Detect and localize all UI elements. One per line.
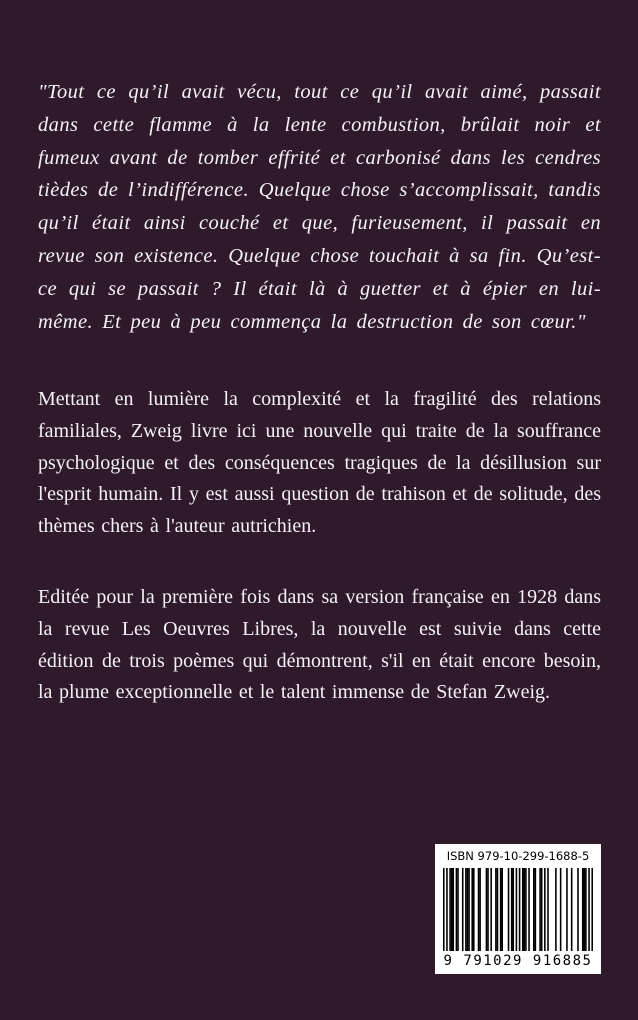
excerpt-quote: "Tout ce qu’il avait vécu, tout ce qu’il avait aimé, passait dans cette flamme à la lente combustion, brûlait noir et fumeux avant de tomber effrité et carbonisé dans les cendres tièdes de l’indifférence. Quelque chose s’accomplissait, tandis qu’il était ainsi couché et que, furieusement, il passait en revue son existence. Quelque chose touchait à sa fin. Qu’est-ce qui se passait ? Il était là à guetter et à épier en lui-même. Et peu à peu commença la destruction de son cœur." — [38, 81, 601, 333]
edition-paragraph: Editée pour la première fois dans sa version française en 1928 dans la revue Les Oeuvres Libres, la nouvelle est suivie dans cette édition de trois poèmes qui démontrent, s'il en était encore besoin, la plume exceptionnelle et le talent immense de Stefan Zweig. — [38, 586, 601, 704]
isbn-label: ISBN 979-10-299-1688-5 — [446, 849, 590, 863]
synopsis-paragraph: Mettant en lumière la complexité et la fragilité des relations familiales, Zweig livre ici une nouvelle qui traite de la souffrance psychologique et des conséquences tragiques de la désillusion sur l'esprit humain. Il y est aussi question de trahison et de solitude, des thèmes chers à l'auteur autrichien. — [38, 388, 601, 537]
barcode-panel — [435, 844, 601, 974]
ean13-barcode-icon — [443, 868, 593, 951]
barcode-digits: 9 791029 916885 — [443, 953, 593, 969]
back-cover-text — [38, 76, 601, 749]
